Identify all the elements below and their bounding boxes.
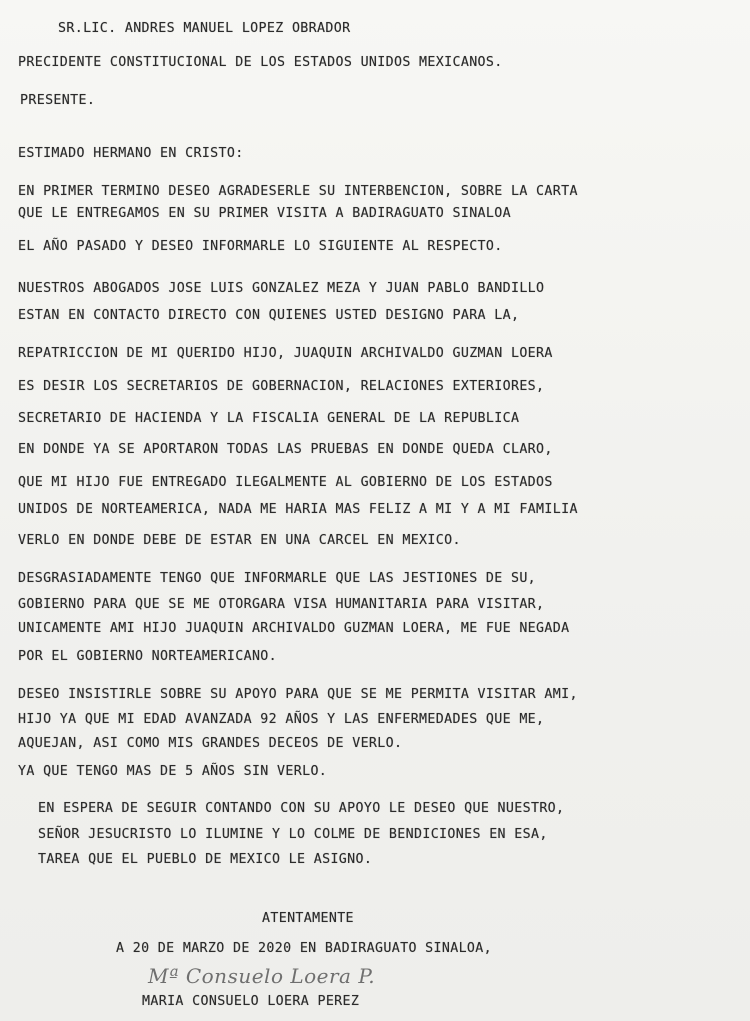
sign-off: ATENTAMENTE xyxy=(262,911,354,926)
body-line: REPATRICCION DE MI QUERIDO HIJO, JUAQUIN ARCHIVALDO GUZMAN LOERA xyxy=(18,346,553,361)
body-line: AQUEJAN, ASI COMO MIS GRANDES DECEOS DE VERLO. xyxy=(18,736,403,751)
recipient-title: PRECIDENTE CONSTITUCIONAL DE LOS ESTADOS UNIDOS MEXICANOS. xyxy=(18,55,503,70)
body-line: SECRETARIO DE HACIENDA Y LA FISCALIA GENERAL DE LA REPUBLICA xyxy=(18,411,520,426)
body-line: POR EL GOBIERNO NORTEAMERICANO. xyxy=(18,649,278,664)
body-line: NUESTROS ABOGADOS JOSE LUIS GONZALEZ MEZA Y JUAN PABLO BANDILLO xyxy=(18,281,545,296)
body-line: ESTAN EN CONTACTO DIRECTO CON QUIENES USTED DESIGNO PARA LA, xyxy=(18,308,520,323)
signature-script: Mª Consuelo Loera P. xyxy=(148,964,376,988)
presente-line: PRESENTE. xyxy=(20,93,96,108)
body-line: UNIDOS DE NORTEAMERICA, NADA ME HARIA MAS FELIZ A MI Y A MI FAMILIA xyxy=(18,502,578,517)
body-line: DESEO INSISTIRLE SOBRE SU APOYO PARA QUE SE ME PERMITA VISITAR AMI, xyxy=(18,687,578,702)
body-line: EL AÑO PASADO Y DESEO INFORMARLE LO SIGUIENTE AL RESPECTO. xyxy=(18,239,503,254)
body-line: YA QUE TENGO MAS DE 5 AÑOS SIN VERLO. xyxy=(18,764,328,779)
body-line: HIJO YA QUE MI EDAD AVANZADA 92 AÑOS Y LAS ENFERMEDADES QUE ME, xyxy=(18,712,545,727)
salutation: ESTIMADO HERMANO EN CRISTO: xyxy=(18,146,244,161)
body-line: DESGRASIADAMENTE TENGO QUE INFORMARLE QUE LAS JESTIONES DE SU, xyxy=(18,571,537,586)
body-line: VERLO EN DONDE DEBE DE ESTAR EN UNA CARCEL EN MEXICO. xyxy=(18,533,461,548)
body-line: UNICAMENTE AMI HIJO JUAQUIN ARCHIVALDO GUZMAN LOERA, ME FUE NEGADA xyxy=(18,621,570,636)
body-line: EN DONDE YA SE APORTARON TODAS LAS PRUEBAS EN DONDE QUEDA CLARO, xyxy=(18,442,553,457)
body-line: GOBIERNO PARA QUE SE ME OTORGARA VISA HUMANITARIA PARA VISITAR, xyxy=(18,597,545,612)
recipient-name: SR.LIC. ANDRES MANUEL LOPEZ OBRADOR xyxy=(58,21,351,36)
body-line: QUE MI HIJO FUE ENTREGADO ILEGALMENTE AL GOBIERNO DE LOS ESTADOS xyxy=(18,475,553,490)
body-line: QUE LE ENTREGAMOS EN SU PRIMER VISITA A BADIRAGUATO SINALOA xyxy=(18,206,511,221)
body-line: EN PRIMER TERMINO DESEO AGRADESERLE SU INTERBENCION, SOBRE LA CARTA xyxy=(18,184,578,199)
closing-line: EN ESPERA DE SEGUIR CONTANDO CON SU APOYO LE DESEO QUE NUESTRO, xyxy=(38,801,565,816)
body-line: ES DESIR LOS SECRETARIOS DE GOBERNACION, RELACIONES EXTERIORES, xyxy=(18,379,545,394)
signer-name: MARIA CONSUELO LOERA PEREZ xyxy=(142,994,360,1009)
closing-line: SEÑOR JESUCRISTO LO ILUMINE Y LO COLME DE BENDICIONES EN ESA, xyxy=(38,827,548,842)
date-place: A 20 DE MARZO DE 2020 EN BADIRAGUATO SINALOA, xyxy=(116,941,492,956)
closing-line: TAREA QUE EL PUEBLO DE MEXICO LE ASIGNO. xyxy=(38,852,373,867)
